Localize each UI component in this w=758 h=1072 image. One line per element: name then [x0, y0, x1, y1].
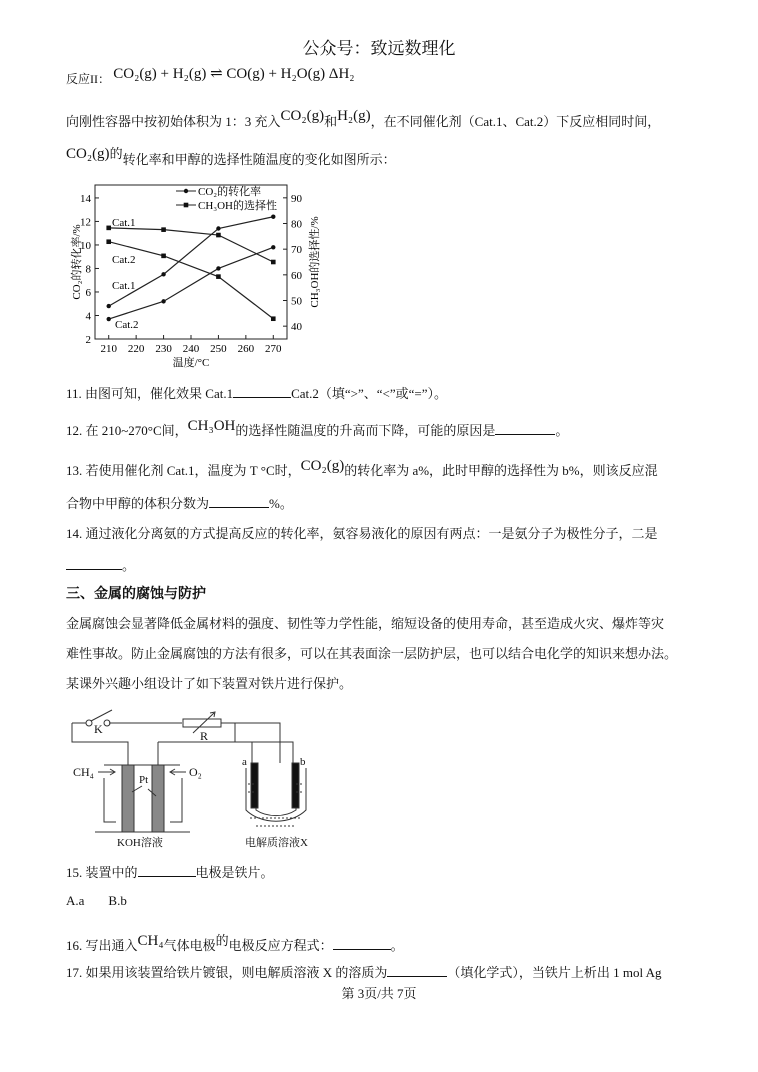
y-right-tick-label: 50: [291, 295, 302, 308]
answer-blank[interactable]: [233, 385, 291, 398]
question-13-cont: [66, 493, 293, 512]
data-point-square: [271, 316, 276, 321]
y-left-tick-label: 6: [85, 286, 91, 299]
text: %。: [269, 496, 293, 511]
data-point-square: [216, 233, 221, 238]
formula: CH₄: [137, 933, 164, 949]
y-right-tick-label: 60: [291, 269, 302, 282]
legend-marker-square: [184, 203, 189, 208]
y-left-tick-label: 14: [80, 192, 91, 205]
data-point-circle: [271, 215, 275, 219]
text: 向刚性容器中按初始体积为 1：3 充入: [66, 114, 281, 129]
data-point-circle: [107, 304, 111, 308]
data-point-circle: [107, 317, 111, 321]
electrode-b-label: b: [300, 756, 306, 768]
wire: [158, 742, 252, 765]
data-point-square: [161, 254, 166, 259]
electrode-a-label: a: [242, 756, 247, 768]
x-tick-label: 270: [265, 343, 282, 355]
series-label: Cat.2: [112, 254, 136, 266]
y-right-axis-label: CH₃OH的选择性/%: [309, 216, 321, 308]
y-left-tick-label: 2: [85, 334, 91, 346]
answer-blank[interactable]: [333, 937, 391, 950]
ch4-label: CH₄: [73, 765, 94, 779]
x-tick-label: 210: [100, 343, 117, 355]
data-point-circle: [161, 272, 165, 276]
text: 。: [122, 558, 136, 573]
o2-label: O₂: [189, 765, 202, 779]
text: ，在不同催化剂（Cat.1、Cat.2）下反应相同时间，: [370, 114, 661, 129]
option-b[interactable]: B.b: [108, 893, 127, 908]
text: 气体电极: [163, 938, 216, 953]
answer-blank[interactable]: [495, 422, 555, 435]
text: 合物中甲醇的体积分数为: [66, 496, 210, 511]
answer-blank[interactable]: [209, 495, 269, 508]
pt-electrode-left: [122, 765, 134, 832]
text: 电极是铁片。: [195, 865, 274, 880]
data-point-square: [106, 226, 111, 231]
option-a[interactable]: A.a: [66, 893, 85, 908]
wire: [221, 723, 280, 763]
text: 15. 装置中的: [66, 865, 138, 880]
electrode-b: [292, 763, 299, 808]
section-paragraph: 难性事故。防止金属腐蚀的方法有很多，可以在其表面涂一层防护层，也可以结合电化学的知识来想办法。: [66, 646, 678, 661]
legend-marker-circle: [184, 189, 188, 193]
reaction-label: 反应II：: [66, 72, 110, 86]
question-15-options: [66, 893, 127, 909]
formula: CO₂(g): [280, 108, 325, 124]
data-point-circle: [216, 226, 220, 230]
electrolyte-label: 电解质溶液X: [245, 837, 308, 849]
text: 转化率和甲醇的选择性随温度的变化如图所示：: [122, 152, 396, 167]
resistor-label: R: [200, 729, 209, 743]
wire: [72, 723, 293, 763]
section-paragraph: 某课外兴趣小组设计了如下装置对铁片进行保护。: [66, 676, 353, 691]
question-12: [66, 418, 568, 439]
answer-blank[interactable]: [387, 964, 447, 977]
series-label: Cat.1: [112, 280, 136, 292]
formula: CH₃OH: [187, 418, 236, 434]
y-left-tick-label: 4: [85, 310, 91, 323]
section-title: 三、金属的腐蚀与防护: [66, 586, 206, 602]
y-right-tick-label: 90: [291, 192, 302, 205]
text: 的: [109, 146, 123, 161]
x-tick-label: 240: [182, 343, 200, 355]
question-14: 14. 通过液化分离氨的方式提高反应的转化率，氨容易液化的原因有两点：一是氨分子为极性分子，二是: [66, 526, 658, 541]
y-right-tick-label: 40: [291, 321, 302, 334]
x-tick-label: 250: [210, 343, 227, 355]
text: 13. 若使用催化剂 Cat.1，温度为 T °C时，: [66, 463, 301, 478]
data-point-square: [271, 260, 276, 265]
series-label: Cat.2: [115, 319, 139, 331]
y-right-tick-label: 70: [291, 244, 302, 257]
question-17: [66, 962, 662, 981]
text: 17. 如果用该装置给铁片镀银，则电解质溶液 X 的溶质为: [66, 965, 388, 980]
data-point-square: [161, 227, 166, 232]
text: 。: [390, 938, 404, 953]
formula: CO₂(g): [66, 146, 110, 162]
chart: [0, 0, 758, 380]
formula: H₂(g): [337, 108, 371, 124]
question-15: [66, 862, 274, 881]
x-tick-label: 230: [155, 343, 172, 355]
koh-label: KOH溶液: [117, 837, 163, 849]
switch-lever-icon: [91, 710, 112, 721]
data-point-square: [106, 239, 111, 244]
text: Cat.2（填“>”、“<”或“=”）。: [291, 386, 447, 401]
text: 16. 写出通入: [66, 938, 138, 953]
series-label: Cat.1: [112, 217, 136, 229]
section-paragraph: 金属腐蚀会显著降低金属材料的强度、韧性等力学性能，缩短设备的使用寿命，甚至造成火灾、爆炸等灾: [66, 616, 665, 631]
text: 。: [555, 423, 569, 438]
answer-blank[interactable]: [66, 557, 122, 570]
apparatus-diagram: [60, 700, 320, 850]
question-13: [66, 458, 658, 479]
x-axis-label: 温度/°C: [172, 357, 210, 369]
text: 的: [215, 933, 229, 948]
x-tick-label: 260: [237, 343, 255, 355]
y-left-tick-label: 10: [80, 239, 91, 252]
question-14-cont: [66, 555, 135, 574]
text: 电极反应方程式：: [228, 938, 333, 953]
text: 12. 在 210~270°C间，: [66, 423, 188, 438]
legend-label: CO₂的转化率: [198, 186, 262, 198]
data-point-circle: [216, 266, 220, 270]
data-point-circle: [271, 245, 275, 249]
variable-resistor: [183, 719, 221, 727]
page-footer: 第 3页/共 7页: [341, 986, 417, 1001]
x-tick-label: 220: [127, 343, 145, 355]
switch-label: K: [94, 722, 103, 736]
text: （填化学式），当铁片上析出 1 mol Ag: [447, 965, 662, 980]
data-point-square: [216, 274, 221, 279]
page-header: 公众号：致远数理化: [302, 39, 456, 58]
question-11: [66, 383, 447, 402]
y-left-tick-label: 8: [85, 263, 91, 276]
answer-blank[interactable]: [138, 864, 196, 877]
pt-electrode-right: [152, 765, 164, 832]
y-left-tick-label: 12: [80, 216, 91, 229]
question-16: [66, 930, 404, 954]
formula: CO₂(g): [300, 458, 345, 474]
y-left-axis-label: CO₂的转化率/%: [71, 224, 83, 300]
data-point-circle: [161, 299, 165, 303]
y-right-tick-label: 80: [291, 218, 302, 231]
reaction-equation: CO₂(g) + H₂(g) ⇌ CO(g) + H₂O(g) ΔH₂: [113, 66, 355, 82]
text: 的转化率为 a%，此时甲醇的选择性为 b%，则该反应混: [344, 463, 658, 478]
legend-label: CH₃OH的选择性: [198, 200, 278, 212]
text: 和: [324, 114, 338, 129]
electrode-a: [251, 763, 258, 808]
text: 的选择性随温度的升高而下降，可能的原因是: [235, 423, 496, 438]
text: 11. 由图可知，催化效果 Cat.1: [66, 386, 234, 401]
pt-label: Pt: [139, 774, 149, 786]
